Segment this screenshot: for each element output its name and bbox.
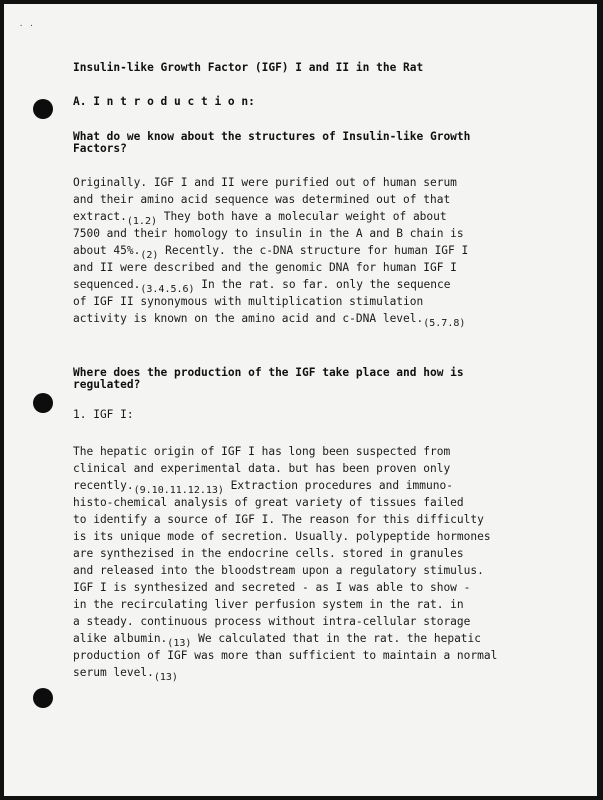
document-page: · · Insulin-like Growth Factor (IGF) I and II in the Rat A. I n t r o d u c t i o n: What do we know about the structures of Insulin-like Growth Factors? Originally. IGF I and II were purified out of human serum and their amino acid sequence was determined out of that $extract._{(1.2)}$ They both have a molecular weight of about 7500 and their homology to insulin in the A and B chain is about $45\%._{(2)}$ Recently. the c-DNA structure for human IGF I and II were described and the genomic DNA for human IGF I $sequenced._{(3.4.5.6)}$ In the rat. so far. only the sequence of IGF II synonymous with multiplication stimulation activity is known on the amino acid and c-DNA $level._{(5.7.8)}$ Where does the production of the IGF take place and how is regulated? 1. IGF I: The hepatic origin of IGF I has long been suspected from clinical and experimental data. but has been proven only $recently._{(9.10.11.12.13)}$ Extraction procedures and immuno- histo-chemical analysis of great variety of tissues failed to identify a source of IGF I. The reason for this difficulty is its unique mode of secretion. Usually. polypeptide hormones are synthezised in the endocrine cells. stored in granules and released into the bloodstream upon a regulatory stimulus. IGF I is synthesized and secreted - as I was able to show - in the recirculating liver perfusion system in the rat. in a steady. continuous process without intra-cellular storage alike $albumin._{(13)}$ We calculated that in the rat. the hepatic production of IGF was more than sufficient to maintain a normal serum $level._{(13)}$ (4, 4, 597, 796)
reference-9-13: (9.10.11.12.13) (133, 485, 224, 496)
reference-3-6: (3.4.5.6) (140, 284, 195, 295)
punch-hole-top (33, 99, 53, 119)
corner-mark: · · (19, 22, 35, 30)
reference-5-8: (5.7.8) (423, 318, 466, 329)
punch-hole-bottom (33, 688, 53, 708)
punch-hole-middle (33, 393, 53, 413)
reference-13a: (13) (167, 638, 192, 649)
reference-13b: (13) (153, 672, 178, 683)
reference-1-2: (1.2) (126, 216, 157, 227)
reference-2: (2) (140, 250, 159, 261)
